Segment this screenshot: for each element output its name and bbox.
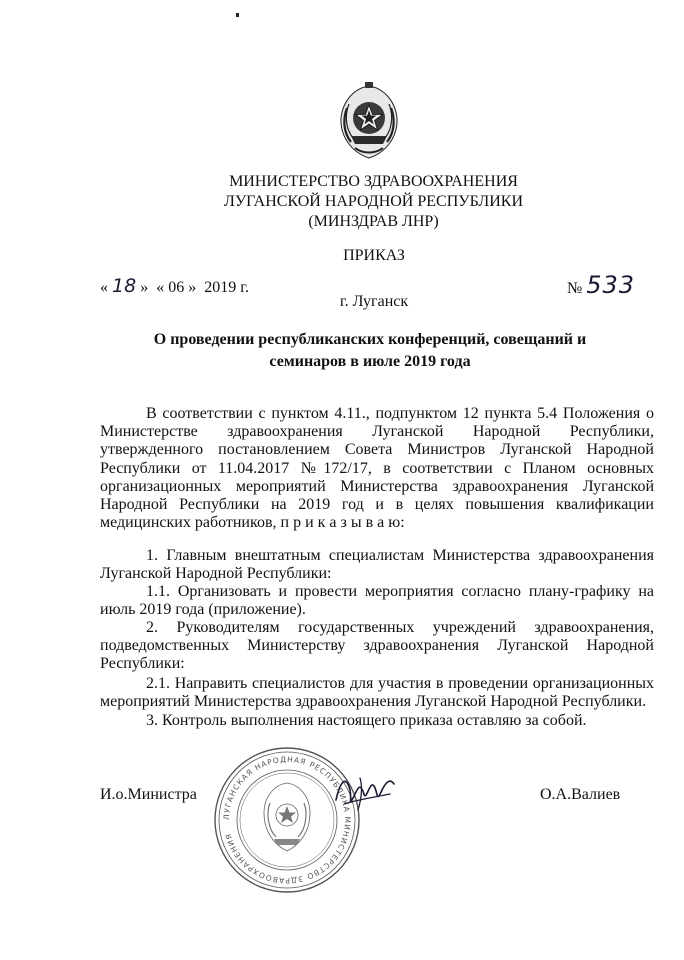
preamble-paragraph: В соответствии с пунктом 4.11., подпунктом 12 пункта 5.4 Положения о Министерстве здравоохранения Луганской Народной Республики, утвержденного постановлением Совета Министров Луганской Народной Республики от 11.04.2017 №172/17, в соответствии с Планом основных организационных мероприятий Министерства здравоохранения Луганской Народной Республики на 2019 год и в целях повышения квалификации медицинских работников, п р и к а з ы в а ю: <box>100 405 654 532</box>
date-day-handwritten: 18 <box>112 275 137 297</box>
scan-speck <box>236 13 239 17</box>
city: г. Луганск <box>339 293 409 310</box>
ministry-abbreviation: (МИНЗДРАВ ЛНР) <box>308 213 439 230</box>
item-1: 1. Главным внештатным специалистам Министерства здравоохранения Луганской Народной Республики: <box>100 547 654 583</box>
item-2-1: 2.1. Направить специалистов для участия в проведении организационных мероприятий Министерства здравоохранения Луганской Народной Республики. <box>100 675 654 711</box>
ministry-name-line1: МИНИСТЕРСТВО ЗДРАВООХРАНЕНИЯ <box>229 173 518 190</box>
order-number-handwritten: 533 <box>586 271 636 299</box>
item-1-1: 1.1. Организовать и провести мероприятия согласно плану-графику на июль 2019 года (приложение). <box>100 583 654 619</box>
coat-of-arms-emblem <box>325 78 413 166</box>
ministry-name-line2: ЛУГАНСКОЙ НАРОДНОЙ РЕСПУБЛИКИ <box>223 193 524 210</box>
svg-text:ЛУГАНСКАЯ НАРОДНАЯ РЕСПУБЛИКА: ЛУГАНСКАЯ НАРОДНАЯ РЕСПУБЛИКА МИНИСТЕРСТВО ЗДРАВООХРАНЕНИЯ <box>221 754 353 886</box>
date-year: 2019 г. <box>204 279 249 296</box>
item-2: 2. Руководителям государственных учреждений здравоохранения, подведомственных Министерству здравоохранения Луганской Народной Республики: <box>100 619 654 673</box>
date-quote-open: « <box>100 279 108 296</box>
date-month: « 06 » <box>156 279 197 296</box>
date-quote-close: » <box>140 279 149 296</box>
document-title: ПРИКАЗ <box>343 247 405 264</box>
order-number-label: № <box>567 280 583 297</box>
order-subject: О проведении республиканских конференций, совещаний и семинаров в июле 2019 года <box>153 331 587 370</box>
item-3: 3. Контроль выполнения настоящего приказа оставляю за собой. <box>146 712 587 729</box>
signatory-position: И.о.Министра <box>100 786 197 803</box>
handwritten-signature <box>330 760 400 820</box>
signatory-name: О.А.Валиев <box>540 786 621 803</box>
